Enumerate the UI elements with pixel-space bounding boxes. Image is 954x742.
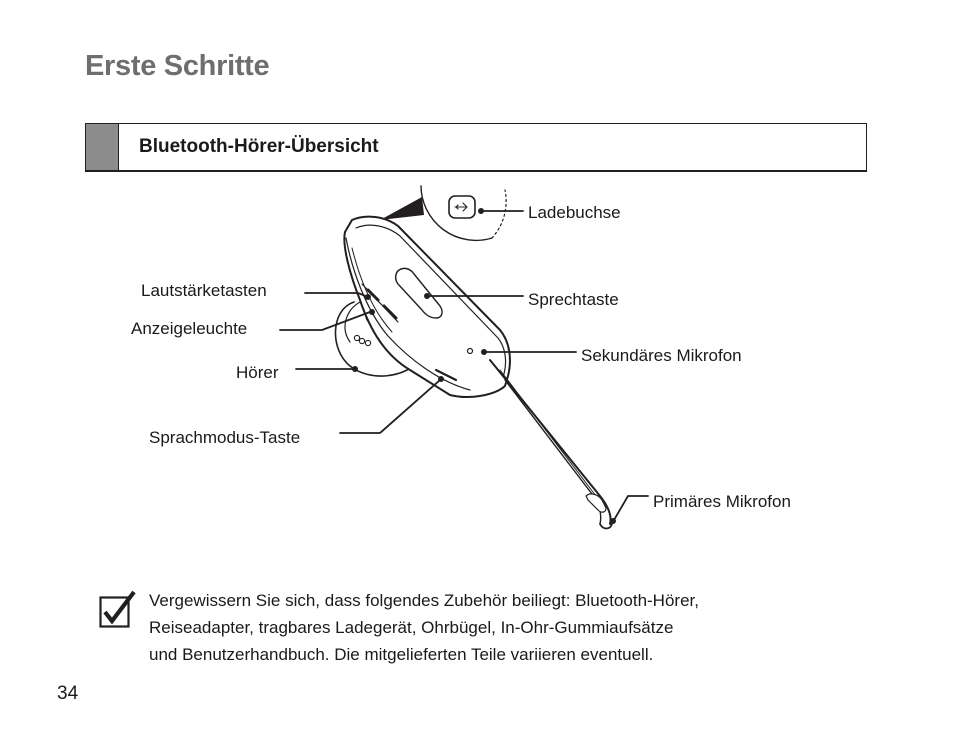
charging-port-icon [449,196,475,218]
note-text [149,587,829,668]
note-line-3: und Benutzerhandbuch. Die mitgelieferten Teile variieren eventuell. [149,645,654,664]
section-title: Bluetooth-Hörer-Übersicht [139,136,379,157]
label-earpiece: Hörer [236,363,279,382]
note-line-1: Vergewissern Sie sich, dass folgendes Zubehör beiliegt: Bluetooth-Hörer, [149,591,699,610]
page-number: 34 [57,683,79,704]
label-indicator-light: Anzeigeleuchte [131,319,248,338]
label-volume-keys: Lautstärketasten [141,281,267,300]
label-primary-mic: Primäres Mikrofon [653,492,791,511]
leader-primary-mic [614,496,648,520]
label-charging-port: Ladebuchse [528,203,621,222]
page-title: Erste Schritte [85,50,270,82]
label-secondary-mic: Sekundäres Mikrofon [581,346,742,365]
label-voice-mode-key: Sprachmodus-Taste [149,428,301,447]
note-line-2: Reiseadapter, tragbares Ladegerät, Ohrbügel, In-Ohr-Gummiaufsätze [149,618,674,637]
checkbox-check-icon [99,590,137,630]
zoom-wedge [380,197,424,220]
label-talk-key: Sprechtaste [528,290,619,309]
leader-voice-mode-key [340,380,440,433]
